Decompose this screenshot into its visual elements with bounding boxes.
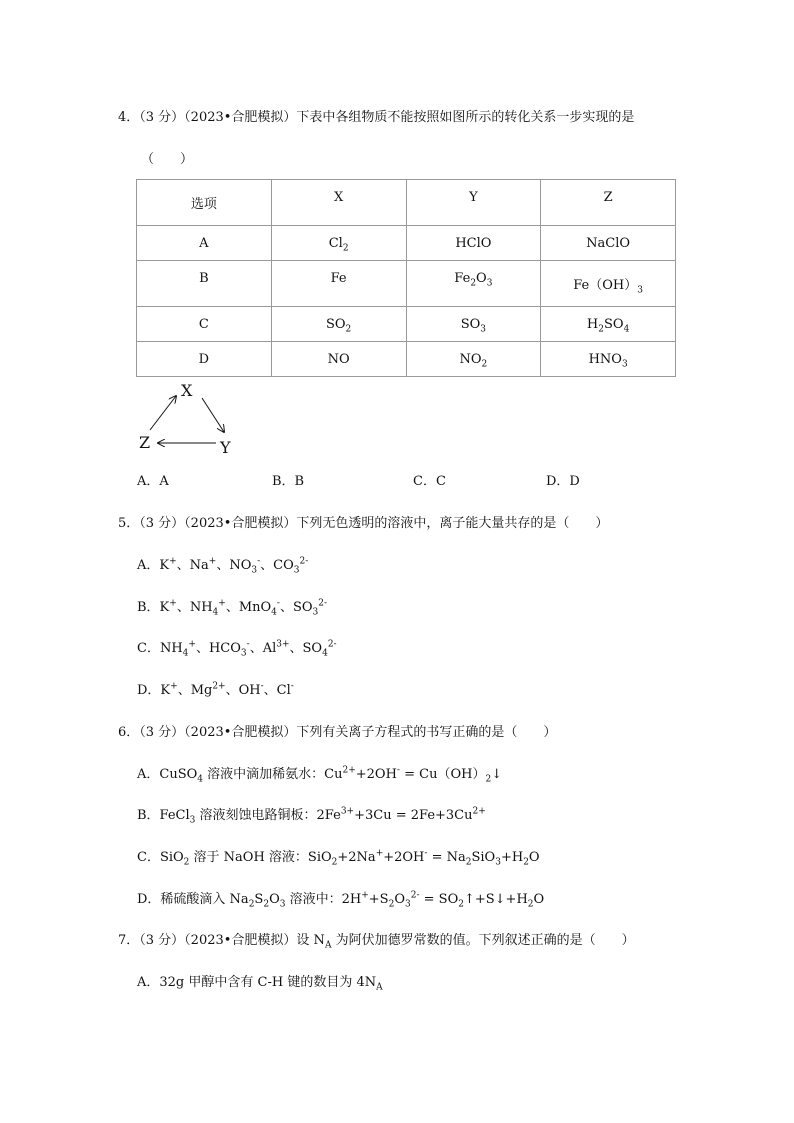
q6-choice-c[interactable]: C．SiO$_2$ 溶于 NaOH 溶液：$SiO_2+2Na^++2OH^- = Na_2SiO_3+H_2O$: [137, 848, 540, 868]
row-option: A: [137, 226, 272, 261]
header-x: X: [271, 180, 406, 226]
cell-z: NaClO: [541, 226, 676, 261]
q5-stem: 5．（3 分）（2023•合肥模拟）下列无色透明的溶液中，离子能大量共存的是（ ）: [118, 516, 609, 531]
arrow-z-to-x: [150, 396, 176, 430]
arrow-x-to-y: [202, 398, 224, 432]
q5-choice-c[interactable]: C．$NH_4^+$、$HCO_3^-$、$Al^{3+}$、$SO_4^{2-}$: [137, 639, 337, 659]
q4-choice-b[interactable]: B．B: [272, 474, 305, 489]
q5-choice-a[interactable]: A．K+、Na+、$NO_3^-$、$CO_3^{2-}$: [137, 556, 309, 576]
q5-choice-b[interactable]: B．K+、$NH_4^+$、MnO$_4$-、$SO_3^{2-}$: [137, 598, 328, 618]
cell-y: $NO_2$: [406, 342, 541, 377]
q4-choice-a[interactable]: A．A: [137, 474, 169, 489]
q7-stem: 7．（3 分）（2023•合肥模拟）设 $N_A$ 为阿伏加德罗常数的值。下列叙述正确的是（ ）: [118, 933, 635, 951]
row-option: D: [137, 342, 272, 377]
header-y: Y: [406, 180, 541, 226]
q5-choice-d[interactable]: D．K+、$Mg^{2+}$、OH-、Cl-: [137, 681, 294, 698]
q7-choice-a[interactable]: A．32g 甲醇中含有 C-H 键的数目为 $4N_A$: [137, 975, 383, 993]
cell-x: $Cl_2$: [271, 226, 406, 261]
table-row: [137, 226, 676, 261]
table-row: [137, 261, 676, 307]
cell-x: NO: [271, 342, 406, 377]
q6-choice-d[interactable]: D．稀硫酸滴入 $Na_2S_2O_3$ 溶液中：$2H^++S_2O_3^{2-}$ = $SO_2↑+S↓+H_2O$: [137, 890, 545, 910]
cell-y: HClO: [406, 226, 541, 261]
cell-y: $Fe_2O_3$: [406, 261, 541, 307]
diagram-label-x: X: [181, 381, 193, 400]
header-z: Z: [541, 180, 676, 226]
q4-options-table: [136, 179, 676, 377]
q4-choice-d[interactable]: D．D: [546, 474, 580, 489]
row-option: C: [137, 307, 272, 342]
cell-x: Fe: [271, 261, 406, 307]
q6-choice-a[interactable]: A．CuSO$_4$ 溶液中滴加稀氨水：$Cu^{2+}+2OH^-$ = $Cu(OH)_2↓$: [137, 765, 503, 785]
cell-x: $SO_2$: [271, 307, 406, 342]
conversion-diagram: [136, 378, 246, 460]
table-header-row: [137, 180, 676, 226]
cell-z: $Fe(OH)_3$: [541, 261, 676, 307]
q4-stem: 4．（3 分）（2023•合肥模拟）下表中各组物质不能按照如图所示的转化关系一步实现的是: [118, 110, 635, 125]
cell-y: $SO_3$: [406, 307, 541, 342]
q6-stem: 6．（3 分）（2023•合肥模拟）下列有关离子方程式的书写正确的是（ ）: [118, 725, 557, 740]
cell-z: $H_2SO_4$: [541, 307, 676, 342]
cell-z: $HNO_3$: [541, 342, 676, 377]
q4-answer-bracket: （ ）: [141, 152, 194, 167]
row-option: B: [137, 261, 272, 307]
table-row: [137, 307, 676, 342]
diagram-label-y: Y: [220, 438, 231, 457]
q4-choice-c[interactable]: C．C: [413, 474, 446, 489]
diagram-label-z: Z: [139, 433, 151, 452]
header-option: 选项: [137, 180, 272, 226]
table-row: [137, 342, 676, 377]
q6-choice-b[interactable]: B．FeCl$_3$ 溶液刻蚀电路铜板：$2Fe^{3+}+3Cu = 2Fe+3Cu^{2+}$: [137, 806, 486, 826]
